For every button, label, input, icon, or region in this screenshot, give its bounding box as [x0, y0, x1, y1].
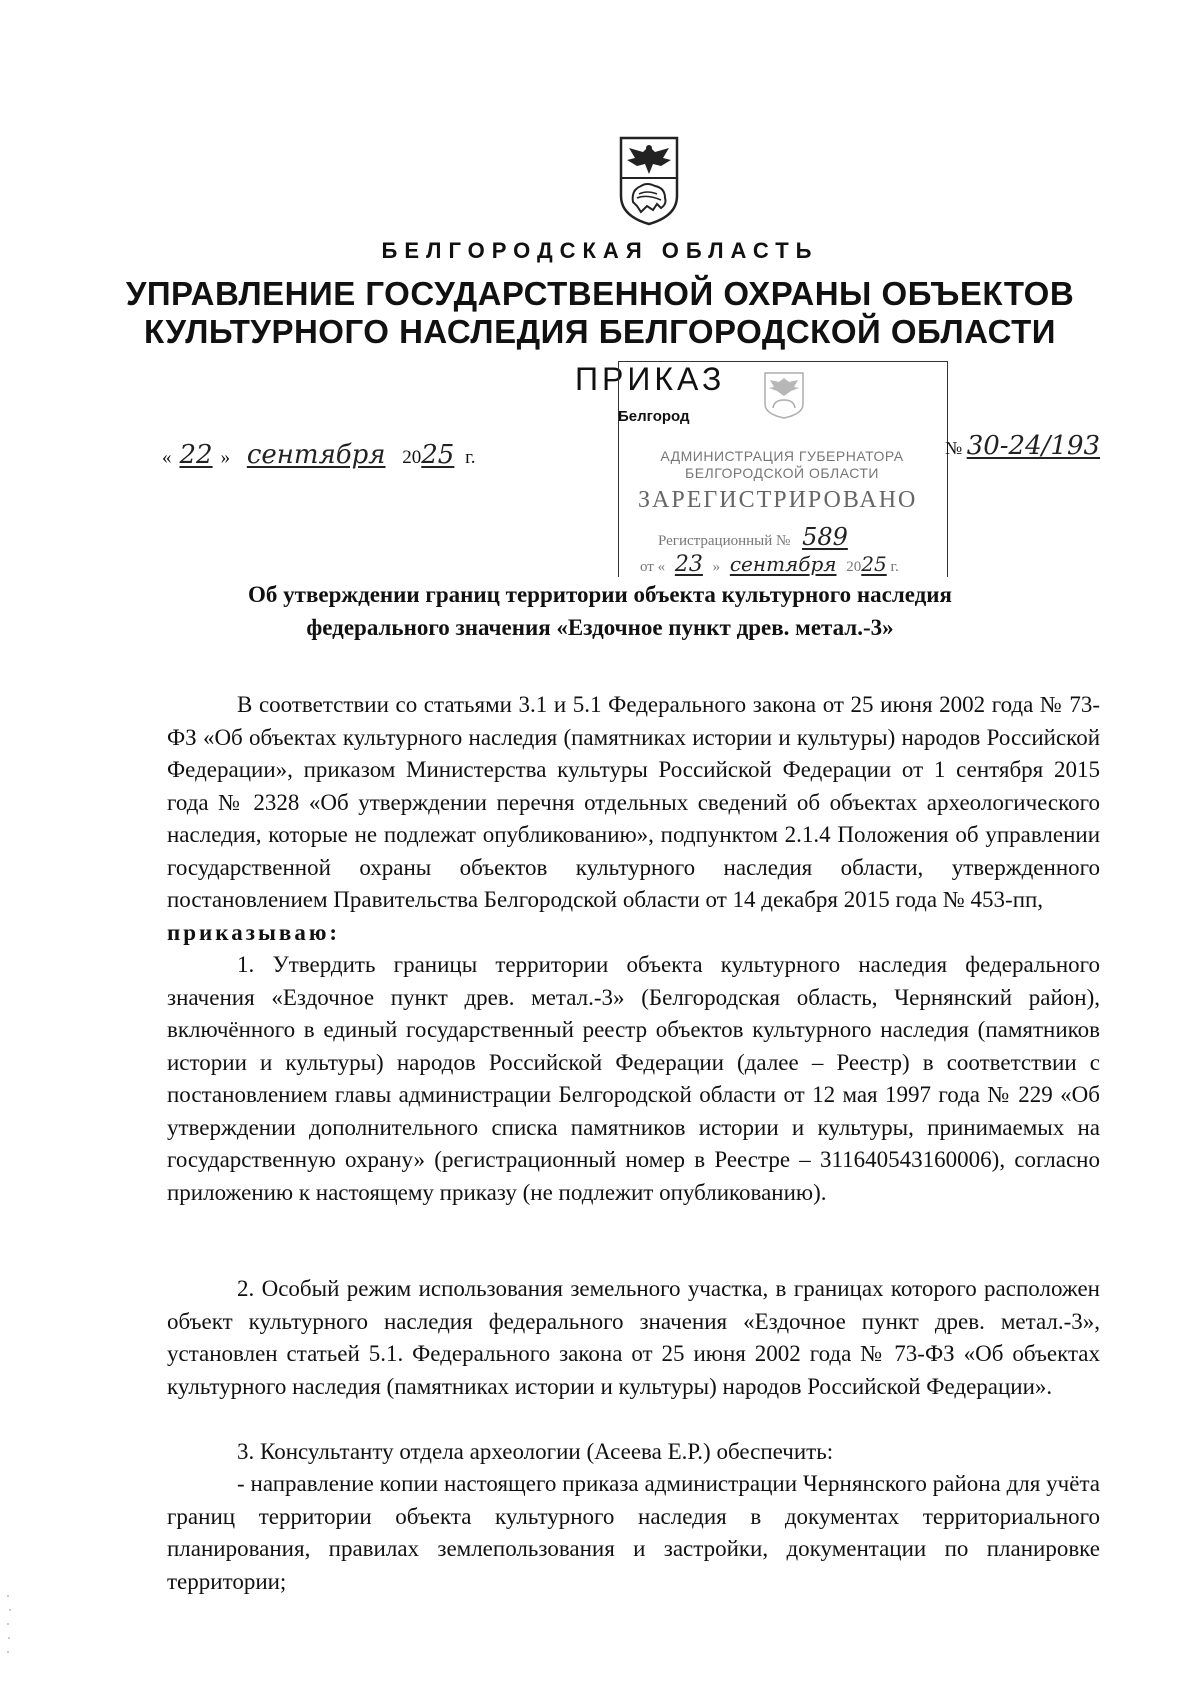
document-title-line1: Об утверждении границ территории объекта культурного наследия [248, 582, 952, 607]
coat-of-arms-icon [617, 134, 681, 226]
city-label: Белгород [618, 408, 690, 425]
order-number-value: 30-24/193 [966, 431, 1101, 461]
stamp-registration-line [658, 523, 848, 551]
order-day: 22 [179, 440, 213, 470]
order-date [162, 440, 476, 470]
stamp-admin-line2: БЕЛГОРОДСКОЙ ОБЛАСТИ [685, 465, 879, 481]
document-type: ПРИКАЗ [575, 361, 726, 397]
stamp-registered: ЗАРЕГИСТРИРОВАНО [638, 487, 918, 513]
stamp-reg-label: Регистрационный № [658, 533, 791, 549]
item-3-subitem-1: - направление копии настоящего приказа администрации Чернянского района для учёта границ территории объекта культурного наследия в документах территориального планирования, правилах землепользования и застройки, документации по планировке территории; [167, 1471, 1100, 1594]
stamp-year-prefix: 20 [846, 559, 862, 575]
order-year-g: г. [465, 447, 476, 468]
order-number [945, 431, 1100, 461]
order-word: приказываю: [167, 920, 341, 945]
date-close-quote: » [220, 447, 231, 468]
order-month: сентября [246, 440, 386, 470]
order-year-suffix: 25 [421, 440, 455, 470]
stamp-date-mid: » [712, 559, 721, 575]
stamp-g: г. [890, 559, 899, 575]
order-number-prefix: № [945, 438, 963, 458]
stamp-date-prefix: от « [640, 559, 666, 575]
stamp-month: сентября [729, 552, 837, 576]
preamble-paragraph: В соответствии со статьями 3.1 и 5.1 Федерального закона от 25 июня 2002 года № 73-ФЗ «Об объектах культурного наследия (памятниках истории и культуры) народов Российской Федерации», приказом Министерства культуры Российской Федерации от 1 сентября 2015 года № 2328 «Об утверждении перечня отдельных сведений об объектах археологического наследия, которые не подлежат опубликованию», подпунктом 2.1.4 Положения об управлении государственной охраны объектов культурного наследия области, утвержденного постановлением Правительства Белгородской области от 14 декабря 2015 года № 453-пп, [167, 692, 1100, 912]
scan-artifact [5, 1590, 13, 1670]
agency-name-line2: КУЛЬТУРНОГО НАСЛЕДИЯ БЕЛГОРОДСКОЙ ОБЛАСТИ [144, 313, 1056, 350]
order-year-prefix: 20 [402, 447, 422, 468]
item-2-paragraph: 2. Особый режим использования земельного участка, в границах которого расположен объект культурного наследия федерального значения «Ездочное пункт древ. метал.-3», установлен статьей 5.1. Федерального закона от 25 июня 2002 года № 73-ФЗ «Об объектах культурного наследия (памятниках истории и культуры) народов Российской Федерации». [167, 1276, 1100, 1399]
agency-name-line1: УПРАВЛЕНИЕ ГОСУДАРСТВЕННОЙ ОХРАНЫ ОБЪЕКТОВ [125, 275, 1075, 312]
stamp-admin-line1: АДМИНИСТРАЦИЯ ГУБЕРНАТОРА [660, 448, 904, 464]
stamp-year-suffix: 25 [861, 552, 887, 576]
region-heading: БЕЛГОРОДСКАЯ ОБЛАСТЬ [381, 238, 819, 263]
document-title-line2: федерального значения «Ездочное пункт древ. метал.-3» [306, 615, 894, 640]
stamp-date-line [640, 552, 899, 577]
stamp-day: 23 [674, 552, 703, 577]
item-3-paragraph: 3. Консультанту отдела археологии (Асеева Е.Р.) обеспечить: [237, 1439, 834, 1464]
item-1-paragraph: 1. Утвердить границы территории объекта культурного наследия федерального значения «Ездочное пункт древ. метал.-3» (Белгородская область, Чернянский район), включённого в единый государственный реестр объектов культурного наследия (памятников истории и культуры) народов Российской Федерации (далее – Реестр) в соответствии с постановлением главы администрации Белгородской области от 12 мая 1997 года № 229 «Об утверждении дополнительного списка памятников истории и культуры, принимаемых на государственную охрану» (регистрационный номер в Реестре – 311640543160006), согласно приложению к настоящему приказу (не подлежит опубликованию). [167, 952, 1100, 1205]
stamp-coat-of-arms-icon [762, 370, 806, 420]
date-open-quote: « [162, 447, 172, 468]
stamp-reg-number: 589 [802, 523, 848, 551]
